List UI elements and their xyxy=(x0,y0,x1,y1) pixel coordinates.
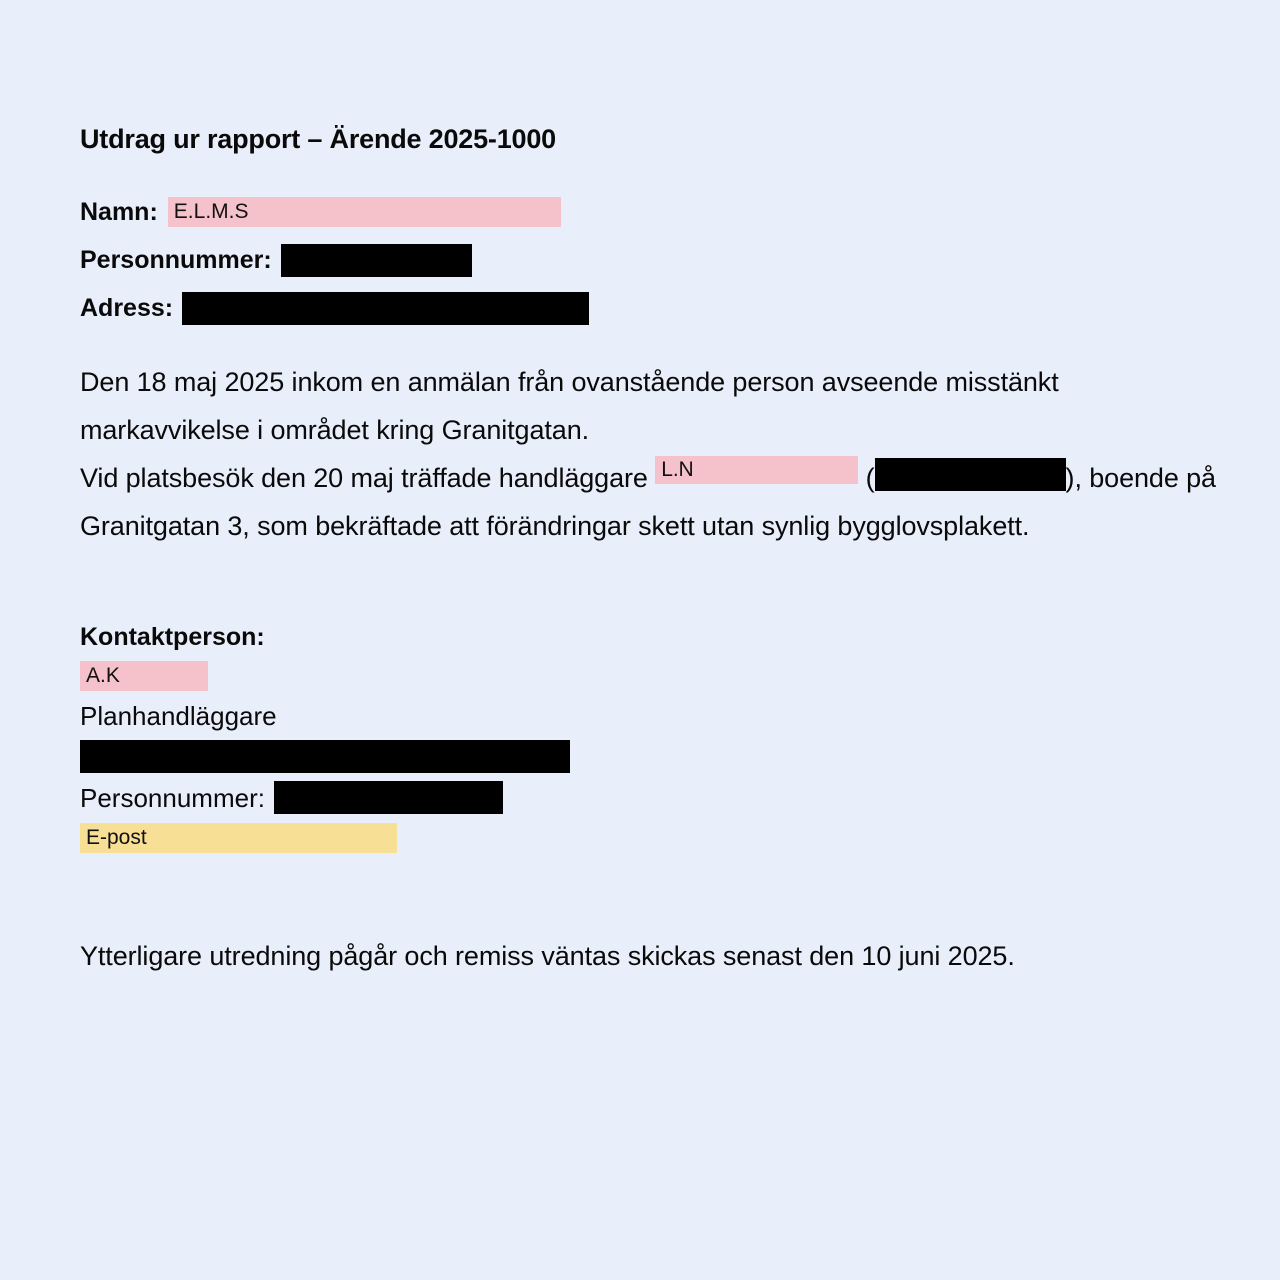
contact-person-block xyxy=(80,625,1200,862)
contact-name-pink-highlight: A.K xyxy=(80,661,208,691)
contact-role-label: Planhandläggare xyxy=(80,700,277,731)
contact-address-redaction-bar xyxy=(80,740,570,773)
body-paragraph-one: Den 18 maj 2025 inkom en anmälan från ovanstående person avseende misstänkt markavvikelse i området kring Granitgatan. xyxy=(80,367,1059,445)
page-title: Utdrag ur rapport – Ärende 2025-1000 xyxy=(80,124,556,154)
contact-personnummer-label: Personnummer: xyxy=(80,782,265,813)
adress-label: Adress: xyxy=(80,293,174,322)
contact-role-line xyxy=(80,700,1200,732)
namn-label: Namn: xyxy=(80,197,158,226)
contact-email-yellow-highlight: E-post xyxy=(80,823,397,853)
paren-open: ( xyxy=(865,463,875,493)
subject-field-block xyxy=(80,194,1200,326)
closing-statement: Ytterligare utredning pågår och remiss väntas skickas senast den 10 juni 2025. xyxy=(80,941,1015,971)
paren-close: ), xyxy=(1065,463,1082,493)
paragraph-two-trailing-text: boende på Granitgatan 3, som bekräftade att förändringar skett utan synlig bygglovsplakett. xyxy=(80,463,1216,541)
adress-redaction-bar xyxy=(182,292,589,325)
field-row-namn xyxy=(80,194,1200,230)
namn-value-pink-highlight: E.L.M.S xyxy=(168,197,561,227)
contact-email-line xyxy=(80,822,1200,854)
paragraph-two-lead-text: Vid platsbesök den 20 maj träffade handläggare xyxy=(80,463,656,493)
body-paragraph-two xyxy=(80,454,1220,550)
personnummer-redaction-bar xyxy=(281,244,472,277)
handlaggare-name-pink-highlight: L.N xyxy=(655,456,858,484)
contact-personnummer-redaction-bar xyxy=(274,781,503,814)
field-row-personnummer xyxy=(80,242,1200,278)
field-row-adress xyxy=(80,290,1200,326)
contact-heading: Kontaktperson: xyxy=(80,623,265,651)
contact-address-line xyxy=(80,740,1200,773)
contact-name-line xyxy=(80,660,1200,692)
contact-personnummer-line xyxy=(80,781,1200,814)
handlaggare-detail-redaction-bar xyxy=(875,458,1066,491)
personnummer-label: Personnummer: xyxy=(80,245,272,274)
